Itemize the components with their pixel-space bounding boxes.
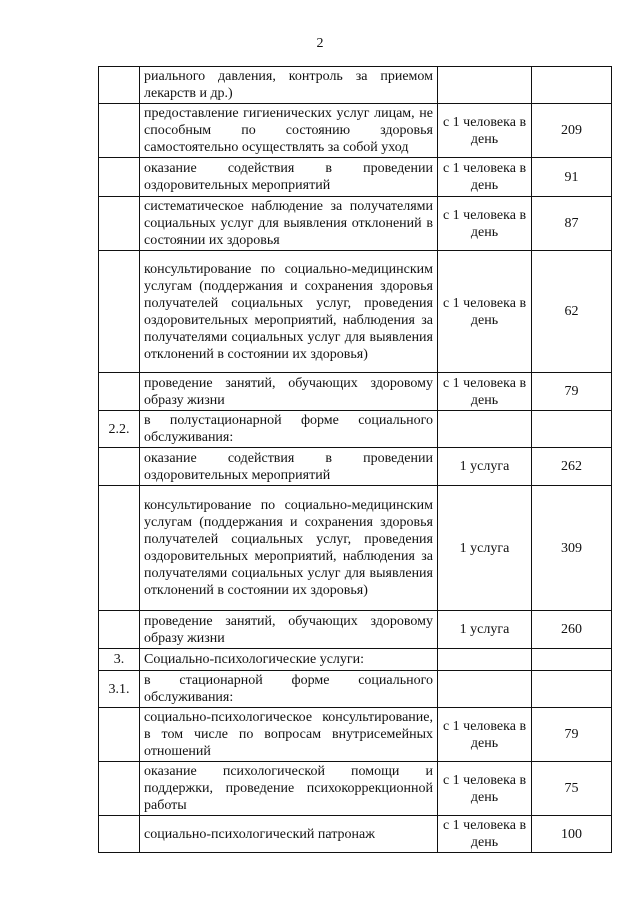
row-number: 3. bbox=[99, 649, 140, 671]
row-number bbox=[99, 486, 140, 611]
row-number bbox=[99, 611, 140, 649]
service-description: оказание содействия в проведении оздоровительных мероприятий bbox=[140, 448, 438, 486]
value-cell: 87 bbox=[532, 197, 612, 251]
row-number bbox=[99, 104, 140, 158]
unit-cell bbox=[438, 649, 532, 671]
table-row bbox=[99, 671, 612, 708]
value-cell: 100 bbox=[532, 816, 612, 853]
row-number: 3.1. bbox=[99, 671, 140, 708]
value-cell bbox=[532, 649, 612, 671]
row-number bbox=[99, 448, 140, 486]
value-cell bbox=[532, 671, 612, 708]
unit-cell: с 1 человека в день bbox=[438, 104, 532, 158]
service-description: систематическое наблюдение за получателями социальных услуг для выявления отклонений в состоянии их здоровья bbox=[140, 197, 438, 251]
table-row bbox=[99, 104, 612, 158]
service-description: консультирование по социально-медицинским услугам (поддержания и сохранения здоровья получателей социальных услуг, проведения оздоровительных мероприятий, наблюдения за получателями социальных услуг для выявления отклонений в состоянии их здоровья) bbox=[140, 486, 438, 611]
service-description: социально-психологический патронаж bbox=[140, 816, 438, 853]
unit-cell: 1 услуга bbox=[438, 486, 532, 611]
unit-cell bbox=[438, 411, 532, 448]
table-row bbox=[99, 486, 612, 611]
service-description: социально-психологическое консультирование, в том числе по вопросам внутрисемейных отношений bbox=[140, 708, 438, 762]
value-cell: 75 bbox=[532, 762, 612, 816]
value-cell: 79 bbox=[532, 708, 612, 762]
service-description: консультирование по социально-медицинским услугам (поддержания и сохранения здоровья получателей социальных услуг, проведения оздоровительных мероприятий, наблюдения за получателями социальных услуг для выявления отклонений в состоянии их здоровья) bbox=[140, 251, 438, 373]
row-number bbox=[99, 762, 140, 816]
table-row bbox=[99, 611, 612, 649]
unit-cell bbox=[438, 67, 532, 104]
value-cell: 309 bbox=[532, 486, 612, 611]
unit-cell: с 1 человека в день bbox=[438, 816, 532, 853]
table-row bbox=[99, 251, 612, 373]
table-row bbox=[99, 762, 612, 816]
row-number bbox=[99, 251, 140, 373]
services-table bbox=[98, 66, 612, 853]
unit-cell: с 1 человека в день bbox=[438, 197, 532, 251]
row-number: 2.2. bbox=[99, 411, 140, 448]
unit-cell: с 1 человека в день bbox=[438, 708, 532, 762]
page-number: 2 bbox=[316, 36, 324, 51]
table-row bbox=[99, 67, 612, 104]
service-description: оказание содействия в проведении оздоровительных мероприятий bbox=[140, 158, 438, 197]
table-row bbox=[99, 649, 612, 671]
value-cell: 209 bbox=[532, 104, 612, 158]
value-cell: 260 bbox=[532, 611, 612, 649]
table-row bbox=[99, 158, 612, 197]
value-cell: 91 bbox=[532, 158, 612, 197]
value-cell bbox=[532, 67, 612, 104]
section-heading: в стационарной форме социального обслуживания: bbox=[140, 671, 438, 708]
unit-cell: с 1 человека в день bbox=[438, 373, 532, 411]
row-number bbox=[99, 708, 140, 762]
service-description: проведение занятий, обучающих здоровому образу жизни bbox=[140, 611, 438, 649]
unit-cell: с 1 человека в день bbox=[438, 251, 532, 373]
table-row bbox=[99, 411, 612, 448]
table-row bbox=[99, 197, 612, 251]
value-cell: 79 bbox=[532, 373, 612, 411]
service-description: предоставление гигиенических услуг лицам, не способным по состоянию здоровья самостоятельно осуществлять за собой уход bbox=[140, 104, 438, 158]
service-description: проведение занятий, обучающих здоровому образу жизни bbox=[140, 373, 438, 411]
unit-cell bbox=[438, 671, 532, 708]
unit-cell: с 1 человека в день bbox=[438, 158, 532, 197]
table-row bbox=[99, 448, 612, 486]
section-heading: Социально-психологические услуги: bbox=[140, 649, 438, 671]
row-number bbox=[99, 373, 140, 411]
row-number bbox=[99, 67, 140, 104]
row-number bbox=[99, 816, 140, 853]
unit-cell: с 1 человека в день bbox=[438, 762, 532, 816]
table-row bbox=[99, 816, 612, 853]
service-description: оказание психологической помощи и поддержки, проведение психокоррекционной работы bbox=[140, 762, 438, 816]
value-cell: 262 bbox=[532, 448, 612, 486]
row-number bbox=[99, 197, 140, 251]
unit-cell: 1 услуга bbox=[438, 611, 532, 649]
section-heading: в полустационарной форме социального обслуживания: bbox=[140, 411, 438, 448]
unit-cell: 1 услуга bbox=[438, 448, 532, 486]
table-row bbox=[99, 708, 612, 762]
value-cell bbox=[532, 411, 612, 448]
value-cell: 62 bbox=[532, 251, 612, 373]
table-row bbox=[99, 373, 612, 411]
row-number bbox=[99, 158, 140, 197]
service-description: риального давления, контроль за приемом лекарств и др.) bbox=[140, 67, 438, 104]
